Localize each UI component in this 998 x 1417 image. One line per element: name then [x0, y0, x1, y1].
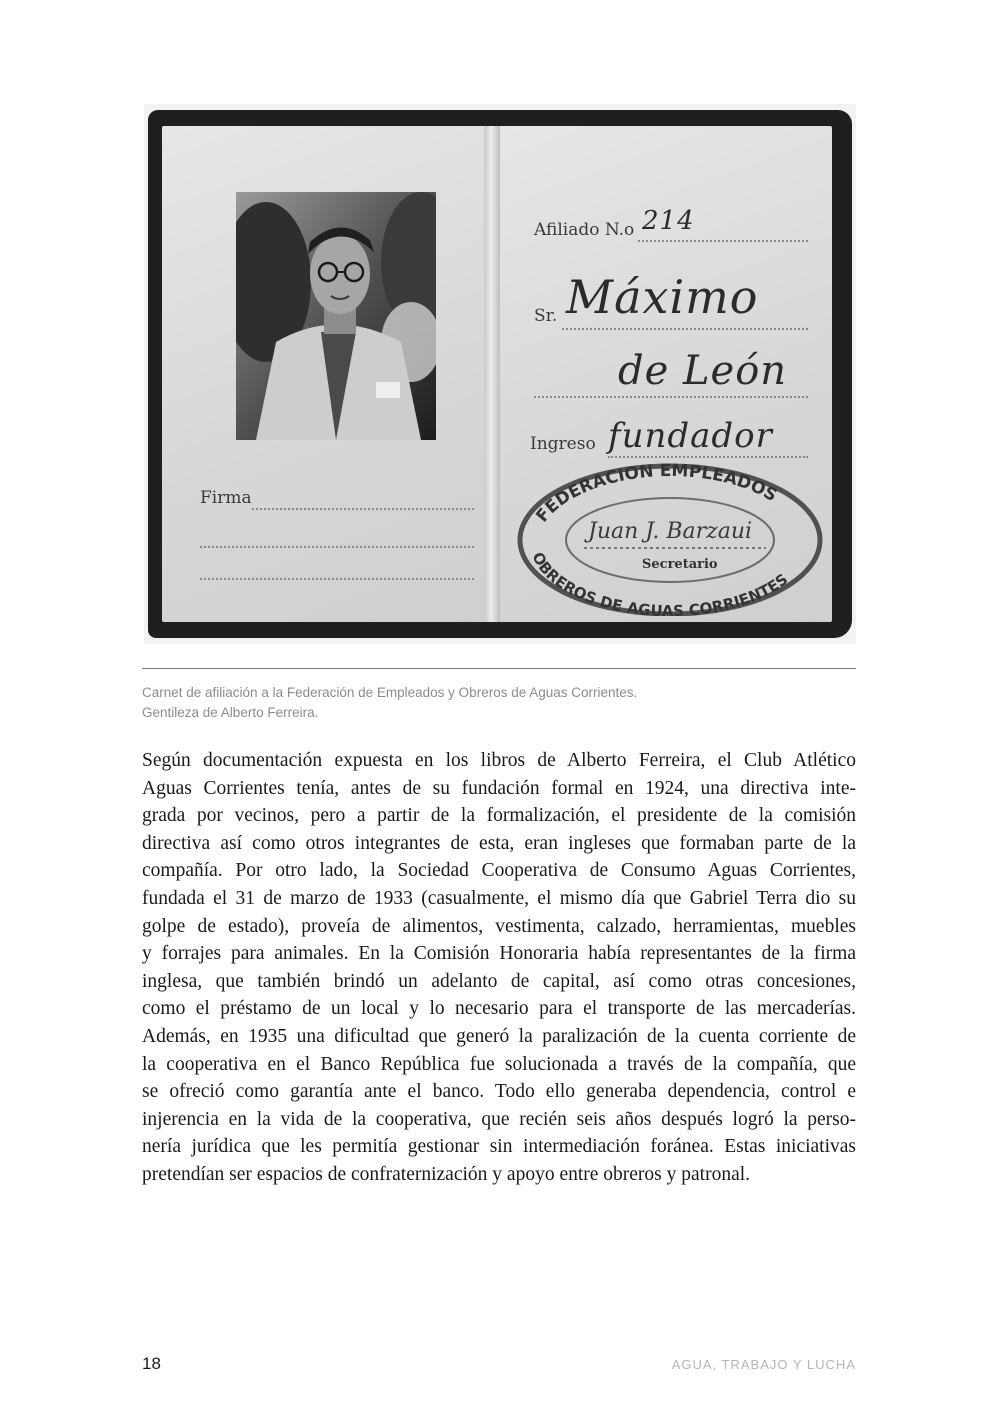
card-firma-line-2	[200, 546, 474, 548]
card-value-name-1: Máximo	[566, 270, 759, 324]
stamp-signature: Juan J. Barzaui	[588, 519, 753, 544]
stamp-role: Secretario	[642, 557, 718, 572]
body-line: compañía. Por otro lado, la Sociedad Cooperativa de Consumo Aguas Corrientes,	[142, 860, 856, 882]
card-firma-line-3	[200, 578, 474, 580]
card-label-sr: Sr.	[534, 306, 558, 326]
card-label-afiliado: Afiliado N.o	[534, 220, 635, 240]
card-value-ingreso: fundador	[608, 416, 773, 456]
caption-line-2: Gentileza de Alberto Ferreira.	[142, 705, 319, 720]
body-line: como el préstamo de un local y lo necesario para el transporte de las mercaderías.	[142, 998, 856, 1020]
body-paragraph	[142, 747, 856, 1189]
body-line: Según documentación expuesta en los libros de Alberto Ferreira, el Club Atlético	[142, 750, 856, 771]
federation-stamp	[514, 456, 826, 616]
card-label-firma: Firma	[200, 488, 252, 508]
stamp-top-text: FEDERACION EMPLEADOS	[532, 460, 781, 527]
body-line: Además, en 1935 una dificultad que generó la paralización de la cuenta corriente de	[142, 1025, 856, 1047]
body-line: golpe de estado), proveía de alimentos, vestimenta, calzado, herramientas, muebles	[142, 915, 856, 937]
card-name-line-2	[534, 396, 808, 398]
body-line: injerencia en la vida de la cooperativa, que recién seis años después logró la perso-	[142, 1108, 856, 1130]
card-afiliado-line	[638, 240, 808, 242]
body-line: directiva así como otros integrantes de esta, eran ingleses que formaban parte de la	[142, 832, 856, 854]
membership-card-photo	[144, 104, 856, 644]
body-line: fundada el 31 de marzo de 1933 (casualmente, el mismo día que Gabriel Terra dio su	[142, 887, 856, 909]
body-line: nería jurídica que les permitía gestionar sin intermediación foránea. Estas iniciativas	[142, 1136, 856, 1158]
page-number: 18	[142, 1354, 161, 1373]
running-title: AGUA, TRABAJO Y LUCHA	[671, 1357, 856, 1372]
body-line: y forrajes para animales. En la Comisión Honoraria había representantes de la firma	[142, 943, 856, 965]
membership-card	[148, 110, 852, 638]
body-line: grada por vecinos, pero a partir de la formalización, el presidente de la comisión	[142, 805, 856, 827]
member-portrait	[236, 192, 436, 440]
card-label-ingreso: Ingreso	[530, 434, 596, 454]
stamp-bottom-text: OBREROS DE AGUAS CORRIENTES	[528, 549, 792, 616]
card-value-name-2: de León	[618, 348, 788, 394]
body-line: inglesa, que también brindó un adelanto de capital, así como otras concesiones,	[142, 970, 856, 992]
card-firma-line	[252, 508, 474, 510]
body-line: Aguas Corrientes tenía, antes de su fundación formal en 1924, una directiva inte-	[142, 777, 856, 799]
card-spine	[484, 126, 500, 622]
body-line: la cooperativa en el Banco República fue solucionada a través de la compañía, que	[142, 1053, 856, 1075]
body-line: se ofreció como garantía ante el banco. Todo ello generaba dependencia, control e	[142, 1081, 856, 1103]
body-line: pretendían ser espacios de confraternización y apoyo entre obreros y patronal.	[142, 1163, 751, 1185]
figure-caption	[142, 683, 856, 723]
caption-rule	[142, 668, 856, 669]
caption-line-1: Carnet de afiliación a la Federación de Empleados y Obreros de Aguas Corrientes.	[142, 685, 638, 700]
card-name-line-1	[562, 328, 808, 330]
card-value-afiliado: 214	[642, 206, 695, 236]
